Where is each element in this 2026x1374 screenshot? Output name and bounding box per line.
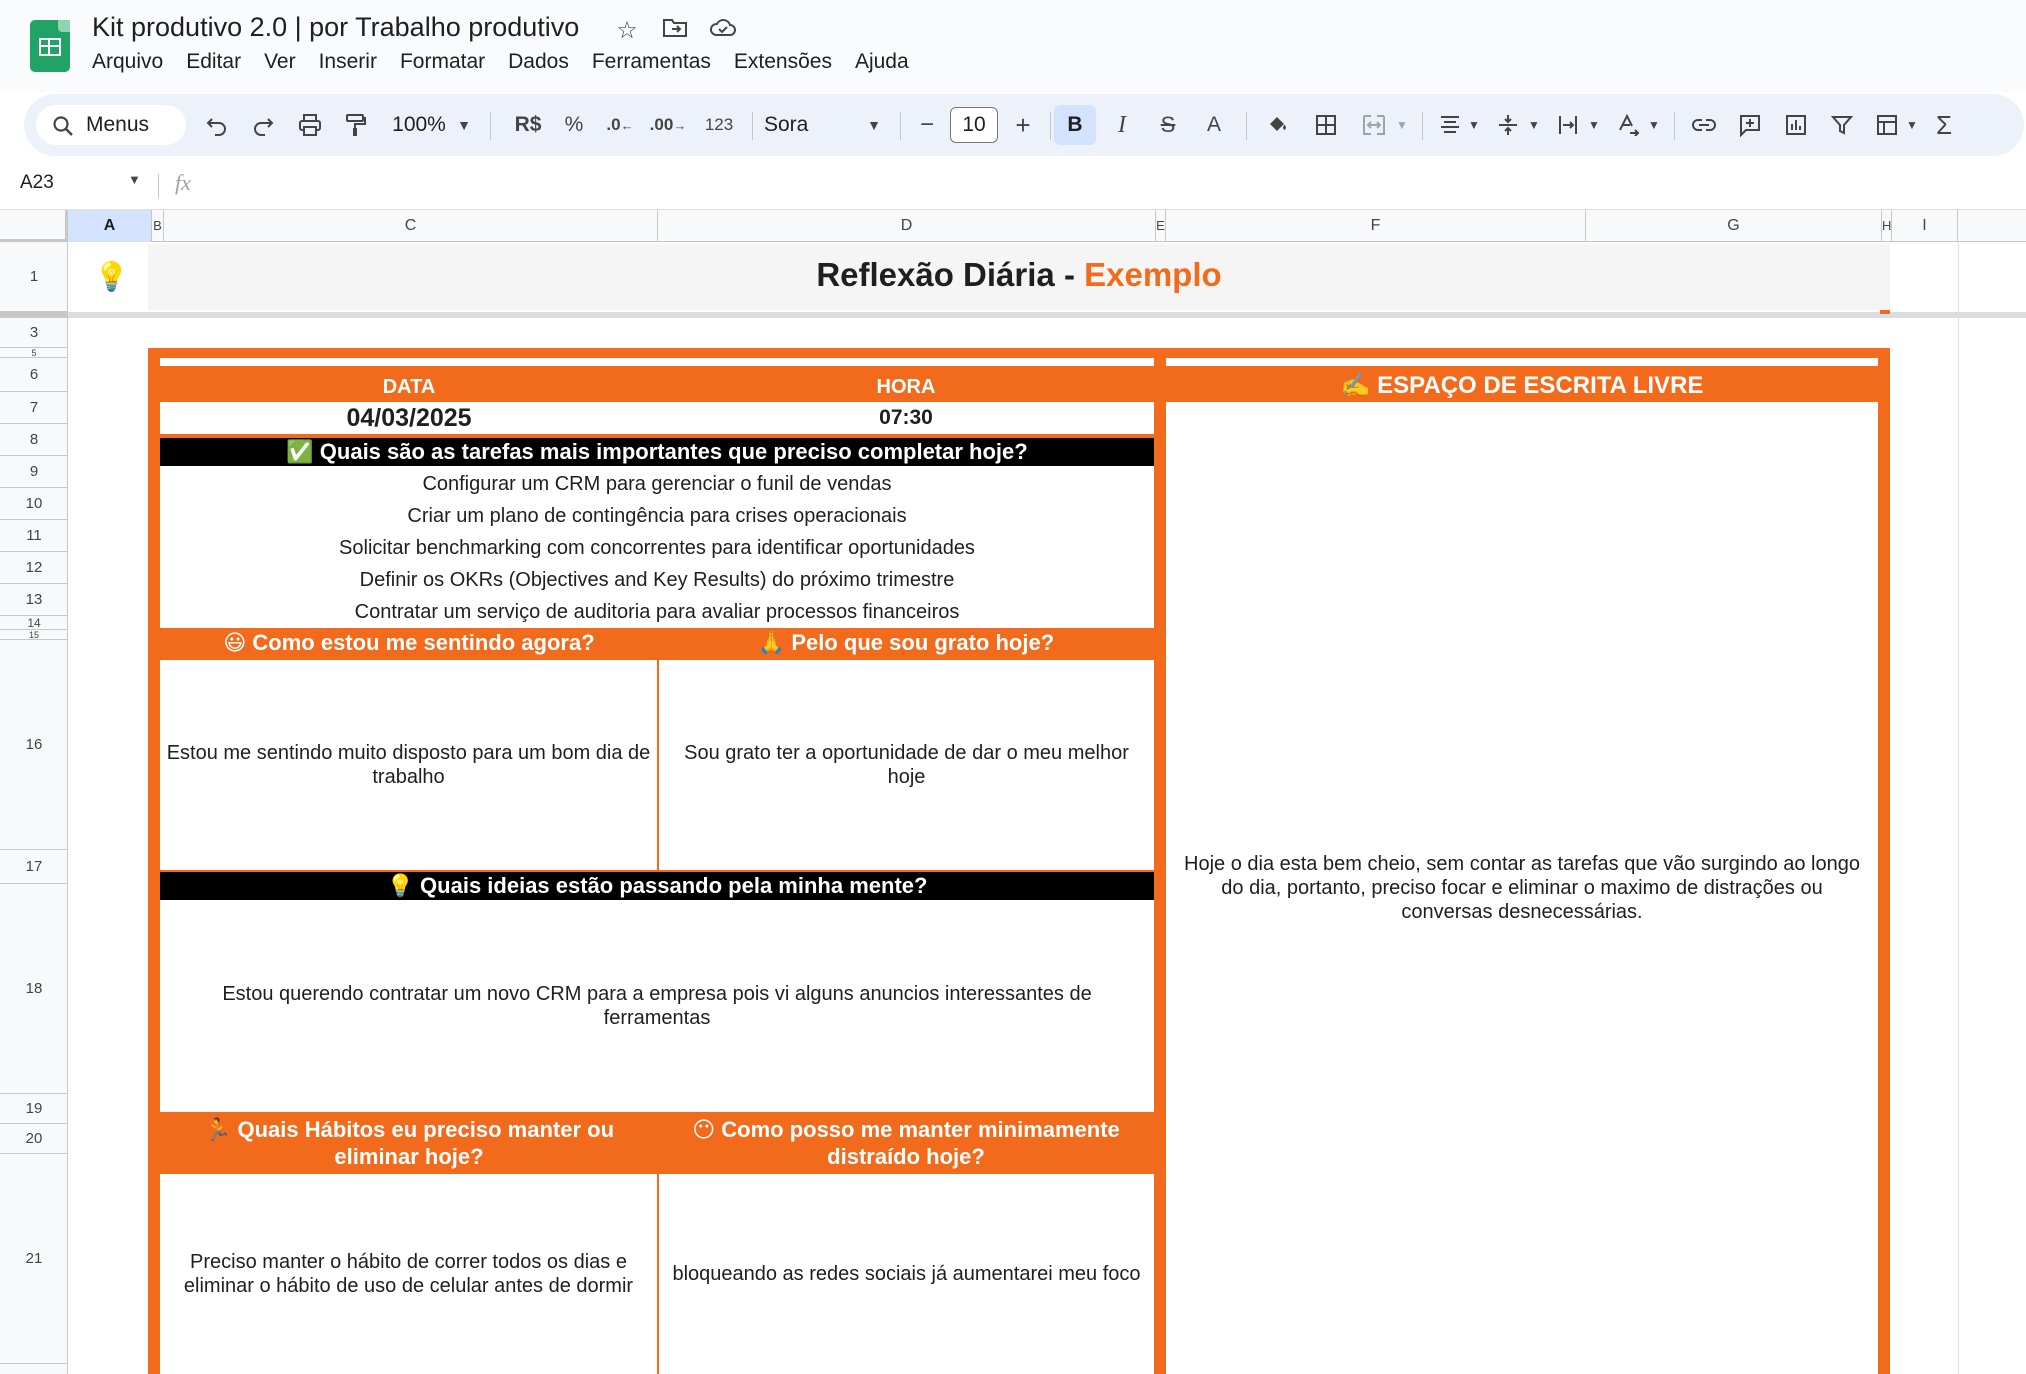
menu-dados[interactable]: Dados	[508, 50, 569, 73]
row-header-10[interactable]: 10	[0, 488, 68, 520]
cloud-status-icon[interactable]	[708, 16, 738, 46]
horizontal-align-icon[interactable]	[1432, 94, 1468, 156]
table-dropdown-icon[interactable]: ▼	[1906, 118, 1918, 132]
row5-strip-left	[160, 358, 1154, 366]
row-header-12[interactable]: 12	[0, 552, 68, 584]
row-header-11[interactable]: 11	[0, 520, 68, 552]
row-header-16[interactable]: 16	[0, 640, 68, 850]
select-all-corner[interactable]	[0, 210, 68, 242]
name-box[interactable]: A23	[20, 172, 54, 193]
decrease-decimal-button[interactable]	[600, 94, 640, 156]
functions-button[interactable]: Σ	[1935, 110, 1953, 140]
zoom-dropdown-icon[interactable]: ▼	[457, 117, 471, 133]
grateful-answer[interactable]: Sou grato ter a oportunidade de dar o meu melhor hoje	[659, 660, 1154, 870]
sheet-title-accent: Exemplo	[1084, 256, 1222, 293]
formula-divider	[158, 174, 159, 198]
row-header-7[interactable]: 7	[0, 392, 68, 424]
namebox-dropdown-icon[interactable]: ▼	[128, 172, 141, 187]
menu-formatar[interactable]: Formatar	[399, 50, 486, 73]
col-header-d[interactable]: D	[658, 210, 1156, 242]
habits-question-header: 🏃 Quais Hábitos eu preciso manter ou eliminar hoje?	[203, 1117, 615, 1169]
lightbulb-icon: 💡	[94, 261, 129, 292]
arrow-right-icon: →	[673, 118, 687, 133]
row-header-17[interactable]: 17	[0, 850, 68, 884]
redo-icon[interactable]	[246, 94, 280, 156]
feeling-question-header: 😃 Como estou me sentindo agora?	[223, 630, 595, 655]
fx-icon: fx	[175, 170, 191, 195]
col-header-e[interactable]: E	[1156, 210, 1166, 242]
distraction-question-header: 😶 Como posso me manter minimamente distraído hoje?	[692, 1117, 1120, 1169]
star-icon[interactable]: ☆	[616, 17, 638, 44]
menu-ver[interactable]: Ver	[264, 50, 296, 73]
formula-input[interactable]	[210, 166, 2010, 204]
bold-button[interactable]: B	[1054, 105, 1096, 145]
print-icon[interactable]	[292, 94, 328, 156]
menu-extensoes[interactable]: Extensões	[733, 50, 832, 73]
tasks-list	[160, 466, 1154, 628]
fill-color-icon[interactable]	[1258, 94, 1298, 156]
vertical-align-icon[interactable]	[1490, 94, 1526, 156]
row-header-5[interactable]: 5	[0, 348, 68, 358]
borders-icon[interactable]	[1306, 94, 1346, 156]
grateful-question-header: 🙏 Pelo que sou grato hoje?	[757, 630, 1055, 655]
sheet-title[interactable]	[148, 256, 1890, 294]
free-writing-header: ✍️ ESPAÇO DE ESCRITA LIVRE	[1340, 371, 1704, 399]
insert-comment-icon[interactable]	[1730, 94, 1770, 156]
insert-chart-icon[interactable]	[1776, 94, 1816, 156]
ideas-question-bar: 💡 Quais ideias estão passando pela minha mente?	[160, 872, 1154, 900]
currency-format-button[interactable]: R$	[514, 113, 542, 136]
task-item[interactable]: Definir os OKRs (Objectives and Key Results) do próximo trimestre	[359, 569, 955, 591]
toolbar	[24, 94, 2024, 156]
rotation-dropdown-icon[interactable]: ▼	[1648, 118, 1660, 132]
strikethrough-button[interactable]: S	[1160, 112, 1176, 137]
row-header-15[interactable]: 15	[0, 630, 68, 640]
merge-cells-icon[interactable]	[1354, 94, 1394, 156]
row-header-14[interactable]: 14	[0, 616, 68, 630]
date-value[interactable]: 04/03/2025	[160, 402, 658, 434]
increase-decimal-label: .00	[649, 115, 674, 134]
sheet-title-main: Reflexão Diária -	[816, 256, 1085, 293]
row-header-21[interactable]: 21	[0, 1154, 68, 1364]
menu-arquivo[interactable]: Arquivo	[92, 50, 164, 73]
menu-ferramentas[interactable]: Ferramentas	[591, 50, 711, 73]
col-header-f[interactable]: F	[1166, 210, 1586, 242]
col-header-a[interactable]: A	[68, 210, 152, 242]
column-i-border	[1958, 242, 1959, 1374]
text-wrap-icon[interactable]	[1550, 94, 1586, 156]
halign-dropdown-icon[interactable]: ▼	[1468, 118, 1480, 132]
increase-decimal-button[interactable]	[646, 94, 690, 156]
search-label: Menus	[86, 113, 150, 136]
row-header-18[interactable]: 18	[0, 884, 68, 1094]
decrease-font-size-button[interactable]: −	[919, 111, 934, 138]
document-title[interactable]: Kit produtivo 2.0 | por Trabalho produtivo	[92, 12, 580, 42]
menu-inserir[interactable]: Inserir	[318, 50, 377, 73]
feeling-answer[interactable]: Estou me sentindo muito disposto para um bom dia de trabalho	[160, 660, 657, 870]
arrow-left-icon: ←	[620, 118, 634, 133]
row-header-1[interactable]: 1	[0, 242, 68, 312]
col-header-g[interactable]: G	[1586, 210, 1882, 242]
column-header-bar	[0, 210, 2026, 242]
task-item[interactable]: Criar um plano de contingência para crises operacionais	[407, 505, 907, 527]
undo-icon[interactable]	[200, 94, 234, 156]
tasks-question-bar: ✅ Quais são as tarefas mais importantes que preciso completar hoje?	[160, 438, 1154, 466]
search-icon	[52, 94, 74, 156]
col-header-i[interactable]: I	[1892, 210, 1958, 242]
date-header: DATA	[382, 375, 436, 398]
row-header-13[interactable]: 13	[0, 584, 68, 616]
wrap-dropdown-icon[interactable]: ▼	[1588, 118, 1600, 132]
col-header-b[interactable]: B	[152, 210, 164, 242]
insert-link-icon[interactable]	[1684, 94, 1724, 156]
font-dropdown-icon[interactable]: ▼	[867, 117, 881, 133]
task-item[interactable]: Solicitar benchmarking com concorrentes para identificar oportunidades	[339, 537, 975, 559]
table-view-icon[interactable]	[1868, 94, 1908, 156]
valign-dropdown-icon[interactable]: ▼	[1528, 118, 1540, 132]
row-header-8[interactable]: 8	[0, 424, 68, 456]
ideas-answer[interactable]: Estou querendo contratar um novo CRM para a empresa pois vi alguns anuncios interessantes de ferramentas	[160, 900, 1154, 1112]
row-header-6[interactable]: 6	[0, 358, 68, 392]
habits-answer[interactable]: Preciso manter o hábito de correr todos os dias e eliminar o hábito de uso de celular antes de dormir	[160, 1174, 657, 1374]
row5-strip-right	[1166, 358, 1878, 366]
task-item[interactable]: Contratar um serviço de auditoria para avaliar processos financeiros	[354, 601, 960, 623]
filter-icon[interactable]	[1822, 94, 1862, 156]
decrease-decimal-label: .0	[606, 115, 621, 134]
font-family-select[interactable]: Sora	[764, 113, 809, 136]
move-folder-icon[interactable]	[660, 16, 690, 46]
title-accent-mark	[1880, 310, 1890, 314]
menu-bar	[92, 50, 932, 80]
col-header-h[interactable]: H	[1882, 210, 1892, 242]
row-header-20[interactable]: 20	[0, 1124, 68, 1154]
text-rotation-icon[interactable]	[1610, 94, 1646, 156]
merge-dropdown-icon[interactable]: ▼	[1396, 118, 1408, 132]
italic-button[interactable]: I	[1118, 112, 1126, 138]
row-header-3[interactable]: 3	[0, 318, 68, 348]
formula-bar	[0, 160, 2026, 210]
frozen-row-divider	[68, 312, 2026, 318]
menu-editar[interactable]: Editar	[186, 50, 242, 73]
row-header-19[interactable]: 19	[0, 1094, 68, 1124]
menu-ajuda[interactable]: Ajuda	[854, 50, 909, 73]
search-menus-input[interactable]	[36, 105, 186, 145]
text-color-button[interactable]: A	[1206, 113, 1221, 136]
paint-format-icon[interactable]	[338, 94, 374, 156]
percent-format-button[interactable]: %	[564, 113, 584, 136]
font-size-input[interactable]: 10	[950, 107, 998, 143]
distraction-answer[interactable]: bloqueando as redes sociais já aumentarei meu foco	[659, 1174, 1154, 1374]
sheets-logo-icon[interactable]	[30, 20, 70, 72]
time-header: HORA	[876, 375, 936, 398]
time-value[interactable]: 07:30	[658, 402, 1154, 434]
row-header-9[interactable]: 9	[0, 456, 68, 488]
task-item[interactable]: Configurar um CRM para gerenciar o funil de vendas	[422, 473, 892, 495]
free-writing-area[interactable]: Hoje o dia esta bem cheio, sem contar as tarefas que vão surgindo ao longo do dia, portanto, preciso focar e eliminar o maximo de distrações ou conversas desnecessárias.	[1166, 402, 1878, 1374]
row-header-bar	[0, 242, 68, 1374]
increase-font-size-button[interactable]: +	[1015, 110, 1031, 140]
col-header-c[interactable]: C	[164, 210, 658, 242]
number-format-button[interactable]: 123	[704, 115, 734, 134]
zoom-select[interactable]: 100%	[392, 113, 446, 136]
